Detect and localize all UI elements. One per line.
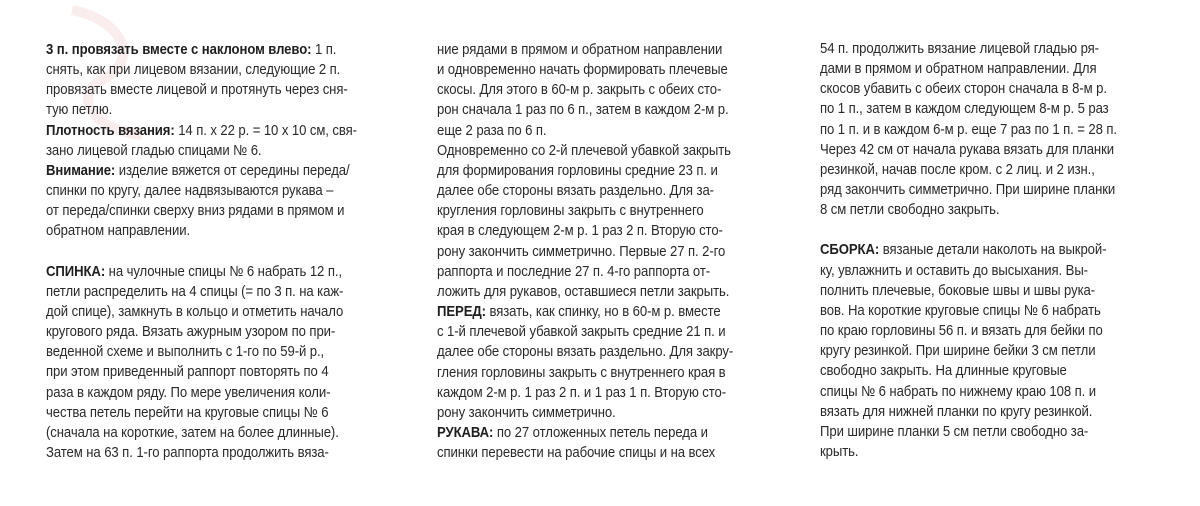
text-line [820, 160, 1196, 180]
line-text: вязаные детали наколоть на выкрой- [879, 242, 1107, 259]
text-line [46, 423, 423, 443]
text-line [46, 221, 423, 241]
text-line [46, 302, 423, 322]
text-line [820, 281, 1196, 301]
text-line [46, 161, 423, 181]
column-right [820, 39, 1196, 462]
paragraph [437, 40, 814, 463]
line-text: от переда/спинки сверху вниз рядами в прямом и [46, 203, 345, 220]
line-text: ложить для рукавов, оставшиеся петли закрыть. [437, 283, 730, 300]
line-text: (сначала на короткие, затем на более длинные). [46, 424, 339, 441]
line-text: Затем на 63 п. 1-го раппорта продолжить вяза- [46, 444, 329, 461]
line-text: ряд закончить симметрично. При ширине планки [820, 182, 1116, 199]
text-line [437, 443, 814, 463]
text-line [437, 181, 814, 201]
text-line [820, 99, 1196, 119]
text-line [820, 361, 1196, 381]
text-line [820, 39, 1196, 59]
text-line [437, 80, 814, 100]
line-text: крыть. [820, 443, 859, 460]
text-line [437, 403, 814, 423]
line-text: далее обе стороны вязать раздельно. Для за- [437, 183, 714, 200]
line-text: чества петель перейти на круговые спицы № 6 [46, 404, 329, 421]
line-text: резинкой, начав после кром. с 2 лиц. и 2 изн., [820, 161, 1095, 178]
text-line [820, 180, 1196, 200]
text-line [820, 200, 1196, 220]
line-text: 1 п. [311, 42, 337, 58]
paragraph [820, 39, 1196, 220]
line-text: края в следующем 2-м р. 1 раз 2 п. Вторую сто- [437, 223, 723, 240]
line-text: зано лицевой гладью спицами № 6. [46, 142, 262, 159]
text-line [820, 79, 1196, 99]
paragraph [46, 40, 423, 242]
text-line [46, 181, 423, 201]
line-text: провязать вместе лицевой и протянуть через сня- [46, 82, 348, 99]
line-text: рону закончить симметрично. [437, 404, 616, 421]
text-line [437, 383, 814, 403]
bold-heading: СБОРКА: [820, 242, 880, 259]
line-text: на чулочные спицы № 6 набрать 12 п., [105, 263, 342, 280]
line-text: веденной схеме и выполнить с 1-го по 59-й р., [46, 344, 325, 361]
bold-heading: РУКАВА: [437, 424, 494, 441]
text-line [46, 60, 423, 80]
line-text: 14 п. х 22 р. = 10 х 10 см, свя- [174, 122, 357, 139]
line-text: вязать, как спинку, но в 60-м р. вместе [485, 304, 721, 321]
text-line [437, 363, 814, 383]
bold-heading: Внимание: [46, 162, 116, 179]
line-text: по 1 п., затем в каждом следующем 8-м р. 5 раз [820, 101, 1109, 118]
line-text: по краю горловины 56 п. и вязать для бейки по [820, 323, 1103, 340]
line-text: спинки перевести на рабочие спицы и на всех [437, 445, 716, 462]
line-text: ние рядами в прямом и обратном направлении [437, 42, 723, 58]
line-text: 8 см петли свободно закрыть. [820, 202, 1000, 219]
line-text: петли распределить на 4 спицы (= по 3 п. на каж- [46, 283, 344, 300]
paragraph [820, 240, 1196, 462]
text-line [820, 240, 1196, 260]
text-line [46, 262, 423, 282]
text-line [46, 403, 423, 423]
line-text: обратном направлении. [46, 223, 191, 240]
line-text: далее обе стороны вязать раздельно. Для закру- [437, 344, 734, 361]
text-line [437, 282, 814, 302]
bold-heading: Плотность вязания: [46, 122, 175, 139]
line-text: кругления горловины закрыть с внутреннего [437, 203, 704, 220]
line-text: раппорта и последние 27 п. 4-го раппорта от- [437, 263, 711, 280]
line-text: дой спице), замкнуть в кольцо и отметить начало [46, 303, 344, 320]
text-line [437, 423, 814, 443]
text-line [820, 321, 1196, 341]
text-line [820, 382, 1196, 402]
text-line [820, 261, 1196, 281]
line-text: спинки по кругу, далее надвязываются рукава – [46, 183, 334, 200]
text-line [46, 141, 423, 161]
text-line [437, 262, 814, 282]
line-text: рону закончить симметрично. Первые 27 п. 2-го [437, 243, 726, 260]
text-line [437, 221, 814, 241]
line-text: ку, увлажнить и оставить до высыхания. Вы- [820, 262, 1088, 279]
text-line [437, 121, 814, 141]
line-text: кругового ряда. Вязать ажурным узором по при- [46, 324, 336, 341]
text-line [820, 120, 1196, 140]
line-text: каждом 2-м р. 1 раз 2 п. и 1 раз 1 п. Вторую сто- [437, 384, 727, 401]
text-line [437, 161, 814, 181]
column-middle [437, 40, 814, 463]
line-text: гления горловины закрыть с внутреннего края в [437, 364, 726, 381]
line-text: с 1-й плечевой убавкой закрыть средние 21 п. и [437, 324, 726, 341]
text-line [46, 342, 423, 362]
line-text: При ширине планки 5 см петли свободно за- [820, 423, 1089, 440]
line-text: тую петлю. [46, 102, 113, 119]
text-line [820, 140, 1196, 160]
text-line [820, 341, 1196, 361]
line-text: полнить плечевые, боковые швы и швы рука- [820, 282, 1096, 299]
text-line [46, 383, 423, 403]
line-text: по 1 п. и в каждом 6-м р. еще 7 раз по 1 п. = 28 п. [820, 121, 1117, 138]
line-text: вов. На короткие круговые спицы № 6 набрать [820, 302, 1101, 319]
text-line [46, 362, 423, 382]
text-line [46, 201, 423, 221]
text-line [46, 322, 423, 342]
text-line [437, 100, 814, 120]
line-text: дами в прямом и обратном направлении. Для [820, 61, 1097, 78]
line-text: рон сначала 1 раз по 6 п., затем в каждом 2-м р. [437, 102, 729, 119]
line-text: еще 2 раза по 6 п. [437, 122, 547, 139]
text-line [437, 342, 814, 362]
bold-heading: ПЕРЕД: [437, 304, 486, 321]
text-line [820, 59, 1196, 79]
text-line [437, 60, 814, 80]
line-text: свободно закрыть. На длинные круговые [820, 363, 1067, 380]
text-line [437, 322, 814, 342]
line-text: и одновременно начать формировать плечевые [437, 62, 728, 79]
paragraph [46, 262, 423, 464]
column-left [46, 40, 423, 463]
text-line [46, 40, 423, 60]
text-line [820, 422, 1196, 442]
text-line [437, 242, 814, 262]
text-line [46, 121, 423, 141]
text-line [46, 100, 423, 120]
text-line [437, 201, 814, 221]
line-text: по 27 отложенных петель переда и [493, 424, 708, 441]
line-text: кругу резинкой. При ширине бейки 3 см петли [820, 343, 1096, 360]
line-text: изделие вяжется от середины переда/ [115, 162, 350, 179]
paragraph-gap [820, 220, 1196, 240]
line-text: вязать для нижней планки по кругу резинкой. [820, 403, 1093, 420]
line-text: спицы № 6 набрать по нижнему краю 108 п. и [820, 383, 1097, 400]
line-text: при этом приведенный раппорт повторять по 4 [46, 364, 329, 381]
text-line [46, 80, 423, 100]
bold-heading: СПИНКА: [46, 263, 106, 280]
line-text: скосов убавить с обеих сторон сначала в 8-м р. [820, 81, 1107, 98]
line-text: для формирования горловины средние 23 п. и [437, 162, 718, 179]
text-line [437, 302, 814, 322]
line-text: скосы. Для этого в 60-м р. закрыть с обеих сто- [437, 82, 722, 99]
text-line [46, 443, 423, 463]
text-line [820, 442, 1196, 462]
text-line [820, 301, 1196, 321]
line-text: снять, как при лицевом вязании, следующие 2 п. [46, 62, 341, 79]
line-text: Одновременно со 2-й плечевой убавкой закрыть [437, 142, 731, 159]
paragraph-gap [46, 242, 423, 262]
line-text: Через 42 см от начала рукава вязать для планки [820, 141, 1114, 158]
line-text: 54 п. продолжить вязание лицевой гладью ря- [820, 41, 1099, 57]
line-text: раза в каждом ряду. По мере увеличения коли- [46, 384, 331, 401]
bold-heading: 3 п. провязать вместе с наклоном влево: [46, 42, 312, 58]
text-line [820, 402, 1196, 422]
text-line [46, 282, 423, 302]
text-line [437, 40, 814, 60]
text-line [437, 141, 814, 161]
